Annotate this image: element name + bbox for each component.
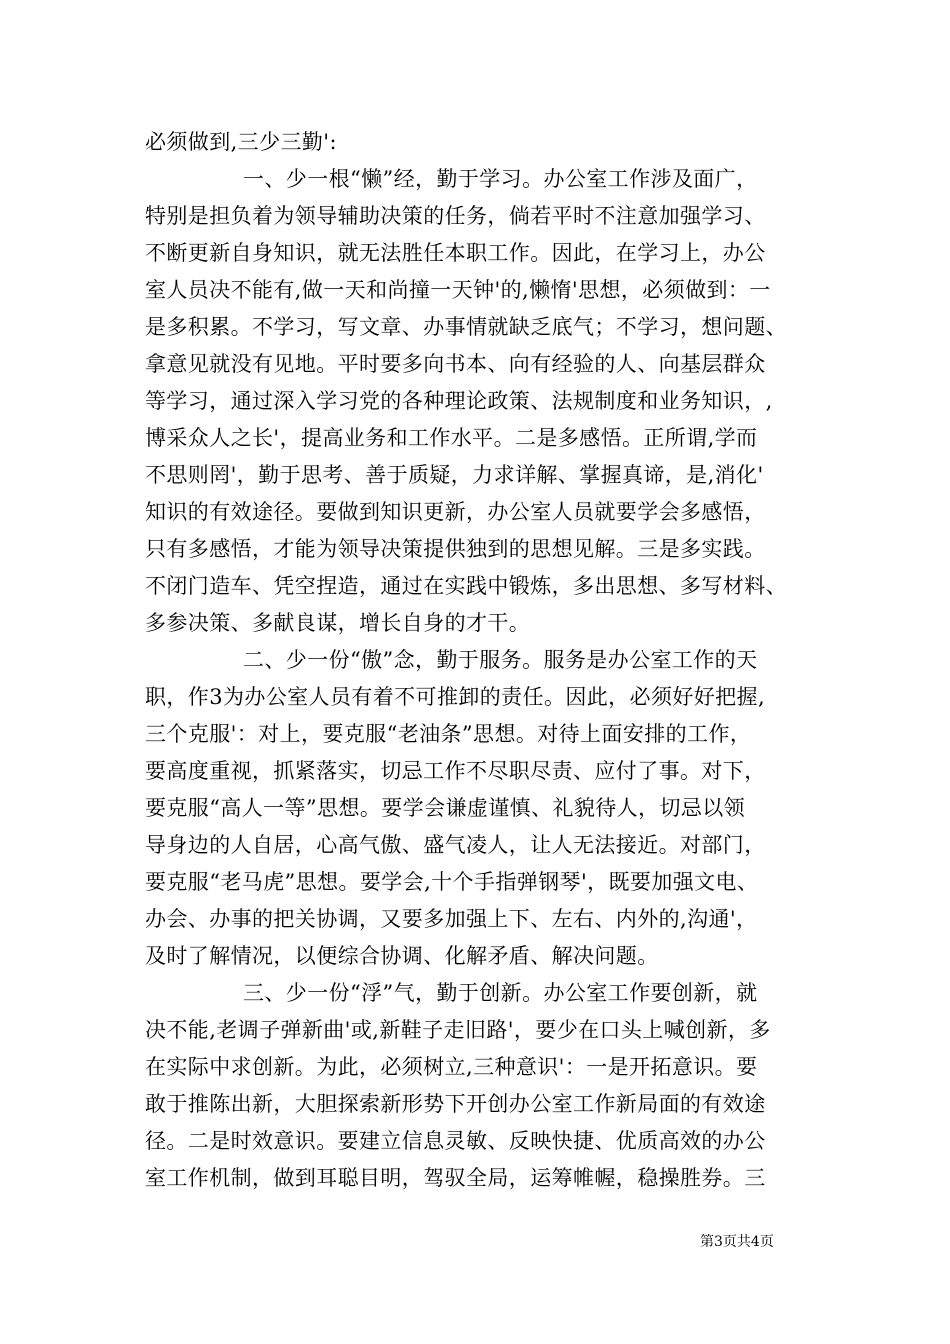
text-line: 特别是担负着为领导辅助决策的任务，倘若平时不注意加强学习、 (145, 204, 766, 228)
text-line: 室工作机制，做到耳聪目明，驾驭全局，运筹帷幄，稳操胜券。三 (145, 1166, 766, 1190)
text-line: 决不能,老调子弹新曲'或,新鞋子走旧路'，要少在口头上喊创新，多 (145, 1018, 771, 1042)
text-line: 是多积累。不学习，写文章、办事情就缺乏底气；不学习，想问题、 (145, 315, 787, 339)
text-line: 在实际中求创新。为此，必须树立,三种意识'：一是开拓意识。要 (145, 1055, 758, 1079)
paragraph-heading-2: 二、少一份“傲”念，勤于服务。服务是办公室工作的天 (243, 648, 758, 672)
paragraph-heading-3: 三、少一份“浮”气，勤于创新。办公室工作要创新，就 (243, 981, 758, 1005)
text-line: 径。二是时效意识。要建立信息灵敏、反映快捷、优质高效的办公 (145, 1129, 766, 1153)
text-line: 不断更新自身知识，就无法胜任本职工作。因此，在学习上，办公 (145, 241, 766, 265)
page-number-footer: 第3页共4页 (700, 1234, 774, 1250)
text-line: 及时了解情况，以便综合协调、化解矛盾、解决问题。 (145, 944, 659, 968)
text-line: 职，作3为办公室人员有着不可推卸的责任。因此，必须好好把握, (145, 685, 766, 709)
text-line: 拿意见就没有见地。平时要多向书本、向有经验的人、向基层群众 (145, 352, 766, 376)
text-line: 多参决策、多献良谋，增长自身的才干。 (145, 611, 531, 635)
text-line: 要克服“高人一等”思想。要学会谦虚谨慎、礼貌待人，切忌以领 (145, 796, 746, 820)
text-line: 必须做到,三少三勤': (145, 130, 337, 154)
text-line: 不思则罔'，勤于思考、善于质疑，力求详解、掌握真谛，是,消化' (145, 463, 764, 487)
text-line: 室人员决不能有,做一天和尚撞一天钟'的,懒惰'思想，必须做到：一 (145, 278, 771, 302)
text-line: 等学习，通过深入学习党的各种理论政策、法规制度和业务知识，, (145, 389, 773, 413)
text-line: 办会、办事的把关协调，又要多加强上下、左右、内外的,沟通'， (145, 907, 758, 931)
text-line: 三个克服'：对上，要克服“老油条”思想。对待上面安排的工作， (145, 722, 752, 746)
text-line: 不闭门造车、凭空捏造，通过在实践中锻炼，多出思想、多写材料、 (145, 574, 787, 598)
text-line: 只有多感悟，才能为领导决策提供独到的思想见解。三是多实践。 (145, 537, 766, 561)
text-line: 博采众人之长'，提高业务和工作水平。二是多感悟。正所谓,学而 (145, 426, 758, 450)
text-line: 导身边的人自居，心高气傲、盛气凌人，让人无法接近。对部门， (145, 833, 766, 857)
text-line: 要克服“老马虎”思想。要学会,十个手指弹钢琴'，既要加强文电、 (145, 870, 759, 894)
text-line: 要高度重视，抓紧落实，切忌工作不尽职尽责、应付了事。对下， (145, 759, 766, 783)
text-line: 敢于推陈出新，大胆探索新形势下开创办公室工作新局面的有效途 (145, 1092, 766, 1116)
text-line: 知识的有效途径。要做到知识更新，办公室人员就要学会多感悟， (145, 500, 766, 524)
paragraph-heading-1: 一、少一根“懒”经，勤于学习。办公室工作涉及面广， (243, 167, 758, 191)
